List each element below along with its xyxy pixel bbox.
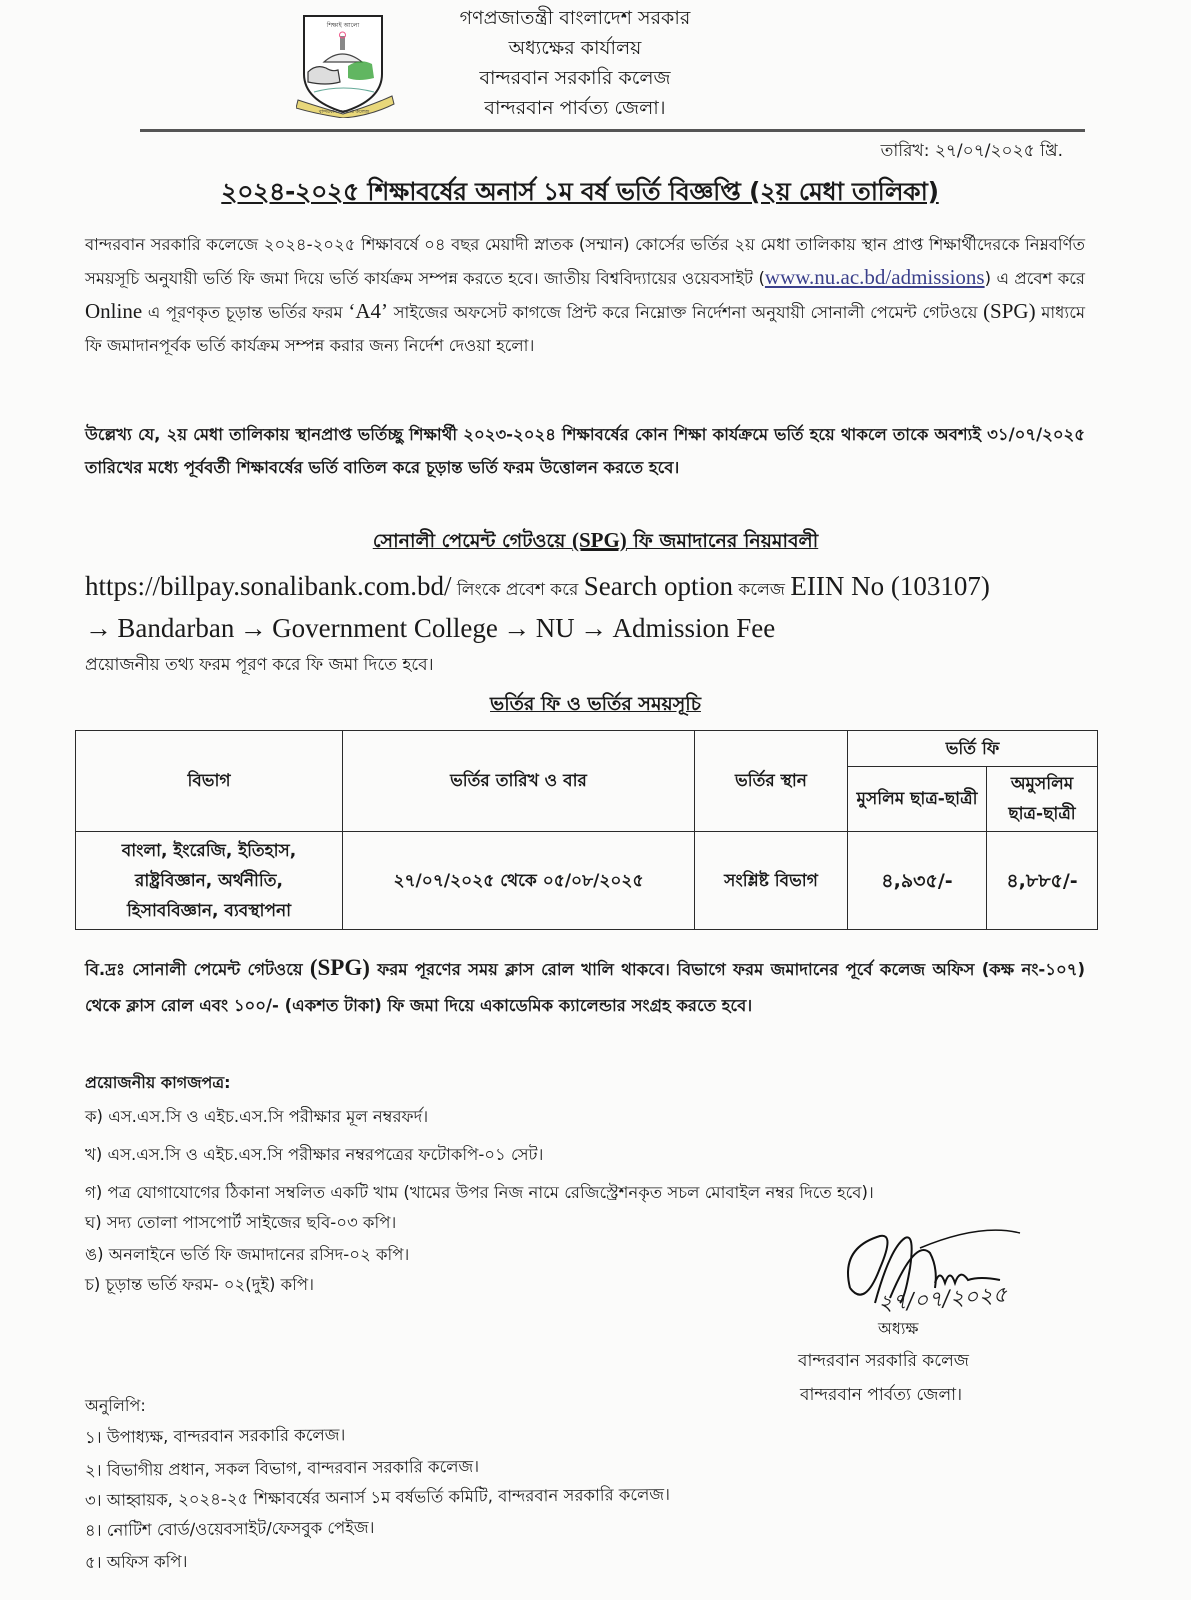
intro-spg: (SPG) bbox=[983, 299, 1036, 323]
signer-district: বান্দরবান পার্বত্য জেলা। bbox=[800, 1385, 963, 1405]
spg-arrow-icon: → bbox=[503, 613, 531, 643]
fee-schedule-table bbox=[75, 730, 1098, 930]
signer-title: অধ্যক্ষ bbox=[878, 1319, 919, 1338]
signature-date: ২৭/০৭/২০২৫ bbox=[877, 1282, 1008, 1317]
document-item: ঙ) অনলাইনে ভর্তি ফি জমাদানের রসিদ-০২ কপি। bbox=[85, 1245, 410, 1264]
col-date: ভর্তির তারিখ ও বার bbox=[343, 731, 695, 832]
document-item: ক) এস.এস.সি ও এইচ.এস.সি পরীক্ষার মূল নম্বরফর্দ। bbox=[85, 1107, 429, 1126]
signer-organization: বান্দরবান সরকারি কলেজ bbox=[798, 1351, 969, 1371]
nu-admissions-link[interactable]: www.nu.ac.bd/admissions bbox=[764, 265, 985, 289]
table-row bbox=[76, 832, 1098, 930]
document-item: চ) চূড়ান্ত ভর্তি ফরম- ০২(দুই) কপি। bbox=[85, 1275, 314, 1294]
intro-text-2: ) এ প্রবেশ করে bbox=[984, 269, 1085, 288]
col-fee: ভর্তি ফি bbox=[848, 731, 1098, 767]
logo-ribbon-text: বান্দরবান সরকারি কলেজ bbox=[318, 109, 370, 115]
document-item: খ) এস.এস.সি ও এইচ.এস.সি পরীক্ষার নম্বরপত্রের ফটোকপি-০১ সেট। bbox=[85, 1145, 544, 1164]
cc-item: ৪। নোটিশ বোর্ড/ওয়েবসাইট/ফেসবুক পেইজ। bbox=[84, 1517, 375, 1540]
col-place: ভর্তির স্থান bbox=[695, 731, 848, 832]
header-district: বান্দরবান পার্বত্য জেলা। bbox=[484, 97, 666, 119]
intro-text-5: মাধ্যমে ফি জমাদানপূর্বক ভর্তি কার্যক্রম সম্পন্ন করার জন্য নির্দেশ দেওয়া হলো। bbox=[85, 303, 1085, 355]
nb-text-pre: বি.দ্রঃ সোনালী পেমেন্ট গেটওয়ে bbox=[85, 960, 310, 979]
col-department: বিভাগ bbox=[76, 731, 343, 832]
spg-heading-spg: (SPG) bbox=[571, 528, 627, 552]
cc-title: অনুলিপি: bbox=[85, 1396, 146, 1415]
spg-path-government-college: Government College bbox=[272, 613, 498, 643]
nb-spg: (SPG) bbox=[309, 955, 370, 980]
intro-a4: ‘A4’ bbox=[348, 299, 388, 323]
spg-arrow-icon: → bbox=[85, 613, 112, 643]
document-item: গ) পত্র যোগাযোগের ঠিকানা সম্বলিত একটি খাম (খামের উপর নিজ নামে রেজিস্ট্রেশনকৃত সচল মোবাইল নম্বর দিতে হবে)। bbox=[85, 1183, 874, 1202]
col-non-muslim: অমুসলিম ছাত্র-ছাত্রী bbox=[987, 767, 1098, 832]
notice-title: ২০২৪-২০২৫ শিক্ষাবর্ষের অনার্স ১ম বর্ষ ভর্তি বিজ্ঞপ্তি (২য় মেধা তালিকা) bbox=[221, 177, 939, 206]
college-logo bbox=[296, 12, 396, 118]
intro-text-4: সাইজের অফসেট কাগজে প্রিন্ট করে নিম্নোক্ত নির্দেশনা অনুযায়ী সোনালী পেমেন্ট গেটওয়ে bbox=[388, 303, 984, 322]
cell-departments bbox=[76, 832, 343, 930]
spg-instructions bbox=[85, 566, 1095, 678]
note-paragraph: উল্লেখ্য যে, ২য় মেধা তালিকায় স্থানপ্রাপ্ত ভর্তিচ্ছু শিক্ষার্থী ২০২৩-২০২৪ শিক্ষাবর্ষের কোন শিক্ষা কার্যক্রমে ভর্তি হয়ে থাকলে তাকে অবশ্যই ৩১/০৭/২০২৫ তারিখের মধ্যে পূর্ববর্তী শিক্ষাবর্ষের ভর্তি বাতিল করে চূড়ান্ত ভর্তি ফরম উত্তোলন করতে হবে। bbox=[85, 425, 1085, 477]
intro-text-3: এ পূরণকৃত চূড়ান্ত ভর্তির ফরম bbox=[142, 303, 349, 322]
department-line: রাষ্ট্রবিজ্ঞান, অর্থনীতি, bbox=[135, 870, 283, 891]
col-muslim: মুসলিম ছাত্র-ছাত্রী bbox=[848, 767, 987, 832]
intro-online: Online bbox=[85, 299, 143, 323]
spg-path-bandarban: Bandarban bbox=[117, 613, 235, 643]
logo-caption: শিক্ষাই আলো bbox=[326, 22, 360, 29]
header-college: বান্দরবান সরকারি কলেজ bbox=[479, 67, 671, 89]
header-office: অধ্যক্ষের কার্যালয় bbox=[508, 37, 642, 59]
spg-eiin: EIIN No (103107) bbox=[790, 571, 990, 601]
header-government: গণপ্রজাতন্ত্রী বাংলাদেশ সরকার bbox=[459, 7, 691, 29]
nb-paragraph bbox=[85, 950, 1085, 1024]
cell-date: ২৭/০৭/২০২৫ থেকে ০৫/০৮/২০২৫ bbox=[343, 832, 695, 930]
documents-title: প্রয়োজনীয় কাগজপত্র: bbox=[85, 1073, 231, 1092]
billpay-url[interactable]: https://billpay.sonalibank.com.bd/ bbox=[85, 571, 452, 601]
spg-path-admission-fee: Admission Fee bbox=[612, 613, 776, 643]
cell-muslim-fee: ৪,৯৩৫/- bbox=[848, 832, 987, 930]
header-divider bbox=[140, 129, 1085, 132]
spg-path-nu: NU bbox=[535, 613, 575, 643]
department-line: হিসাববিজ্ঞান, ব্যবস্থাপনা bbox=[126, 900, 292, 921]
nb-text-post: ফরম পূরণের সময় ক্লাস রোল খালি থাকবে। বিভাগে ফরম জমাদানের পূর্বে কলেজ অফিস (কক্ষ নং-১০৭) থেকে ক্লাস রোল এবং ১০০/- (একশত টাকা) ফি জমা দিয়ে একাডেমিক ক্যালেন্ডার সংগ্রহ করতে হবে। bbox=[85, 960, 1085, 1015]
spg-arrow-icon: → bbox=[580, 613, 608, 643]
cc-item: ৫। অফিস কপি। bbox=[84, 1551, 188, 1572]
table-header-row bbox=[76, 731, 1098, 767]
schedule-heading-text: ভর্তির ফি ও ভর্তির সময়সূচি bbox=[490, 693, 701, 715]
spg-search-option: Search option bbox=[583, 571, 733, 601]
cc-item: ২। বিভাগীয় প্রধান, সকল বিভাগ, বান্দরবান সরকারি কলেজ। bbox=[84, 1456, 480, 1480]
spg-text-2: কলেজ bbox=[733, 580, 791, 600]
cc-item: ৩। আহ্বায়ক, ২০২৪-২৫ শিক্ষাবর্ষের অনার্স ১ম বর্ষভর্তি কমিটি, বান্দরবান সরকারি কলেজ। bbox=[84, 1484, 671, 1510]
spg-arrow-icon: → bbox=[239, 613, 267, 643]
department-line: বাংলা, ইংরেজি, ইতিহাস, bbox=[121, 840, 297, 861]
schedule-heading bbox=[0, 690, 1191, 722]
spg-heading-pre: সোনালী পেমেন্ট গেটওয়ে bbox=[372, 530, 572, 552]
cell-non-muslim-fee: ৪,৮৮৫/- bbox=[987, 832, 1098, 930]
spg-text-1: লিংকে প্রবেশ করে bbox=[451, 580, 584, 600]
cell-place: সংশ্লিষ্ট বিভাগ bbox=[695, 832, 848, 930]
spg-heading bbox=[0, 527, 1191, 559]
spg-heading-post: ফি জমাদানের নিয়মাবলী bbox=[626, 530, 819, 552]
notice-date: তারিখ: ২৭/০৭/২০২৫ খ্রি. bbox=[880, 141, 1063, 161]
intro-text-1: বান্দরবান সরকারি কলেজে ২০২৪-২০২৫ শিক্ষাবর্ষে ০৪ বছর মেয়াদী স্নাতক (সম্মান) কোর্সের ভর্তির ২য় মেধা তালিকায় স্থান প্রাপ্ত শিক্ষার্থীদেরকে নিম্নবর্ণিত সময়সূচি অনুযায়ী ভর্তি ফি জমা দিয়ে ভর্তি কার্যক্রম সম্পন্ন করতে হবে। জাতীয় বিশ্ববিদ্যায়ের ওয়েবসাইট ( bbox=[85, 235, 1085, 288]
document-item: ঘ) সদ্য তোলা পাসপোর্ট সাইজের ছবি-০৩ কপি। bbox=[85, 1213, 397, 1232]
intro-paragraph bbox=[85, 228, 1085, 362]
cc-item: ১। উপাধ্যক্ষ, বান্দরবান সরকারি কলেজ। bbox=[84, 1425, 346, 1447]
spg-tail: প্রয়োজনীয় তথ্য ফরম পূরণ করে ফি জমা দিতে হবে। bbox=[85, 655, 434, 675]
